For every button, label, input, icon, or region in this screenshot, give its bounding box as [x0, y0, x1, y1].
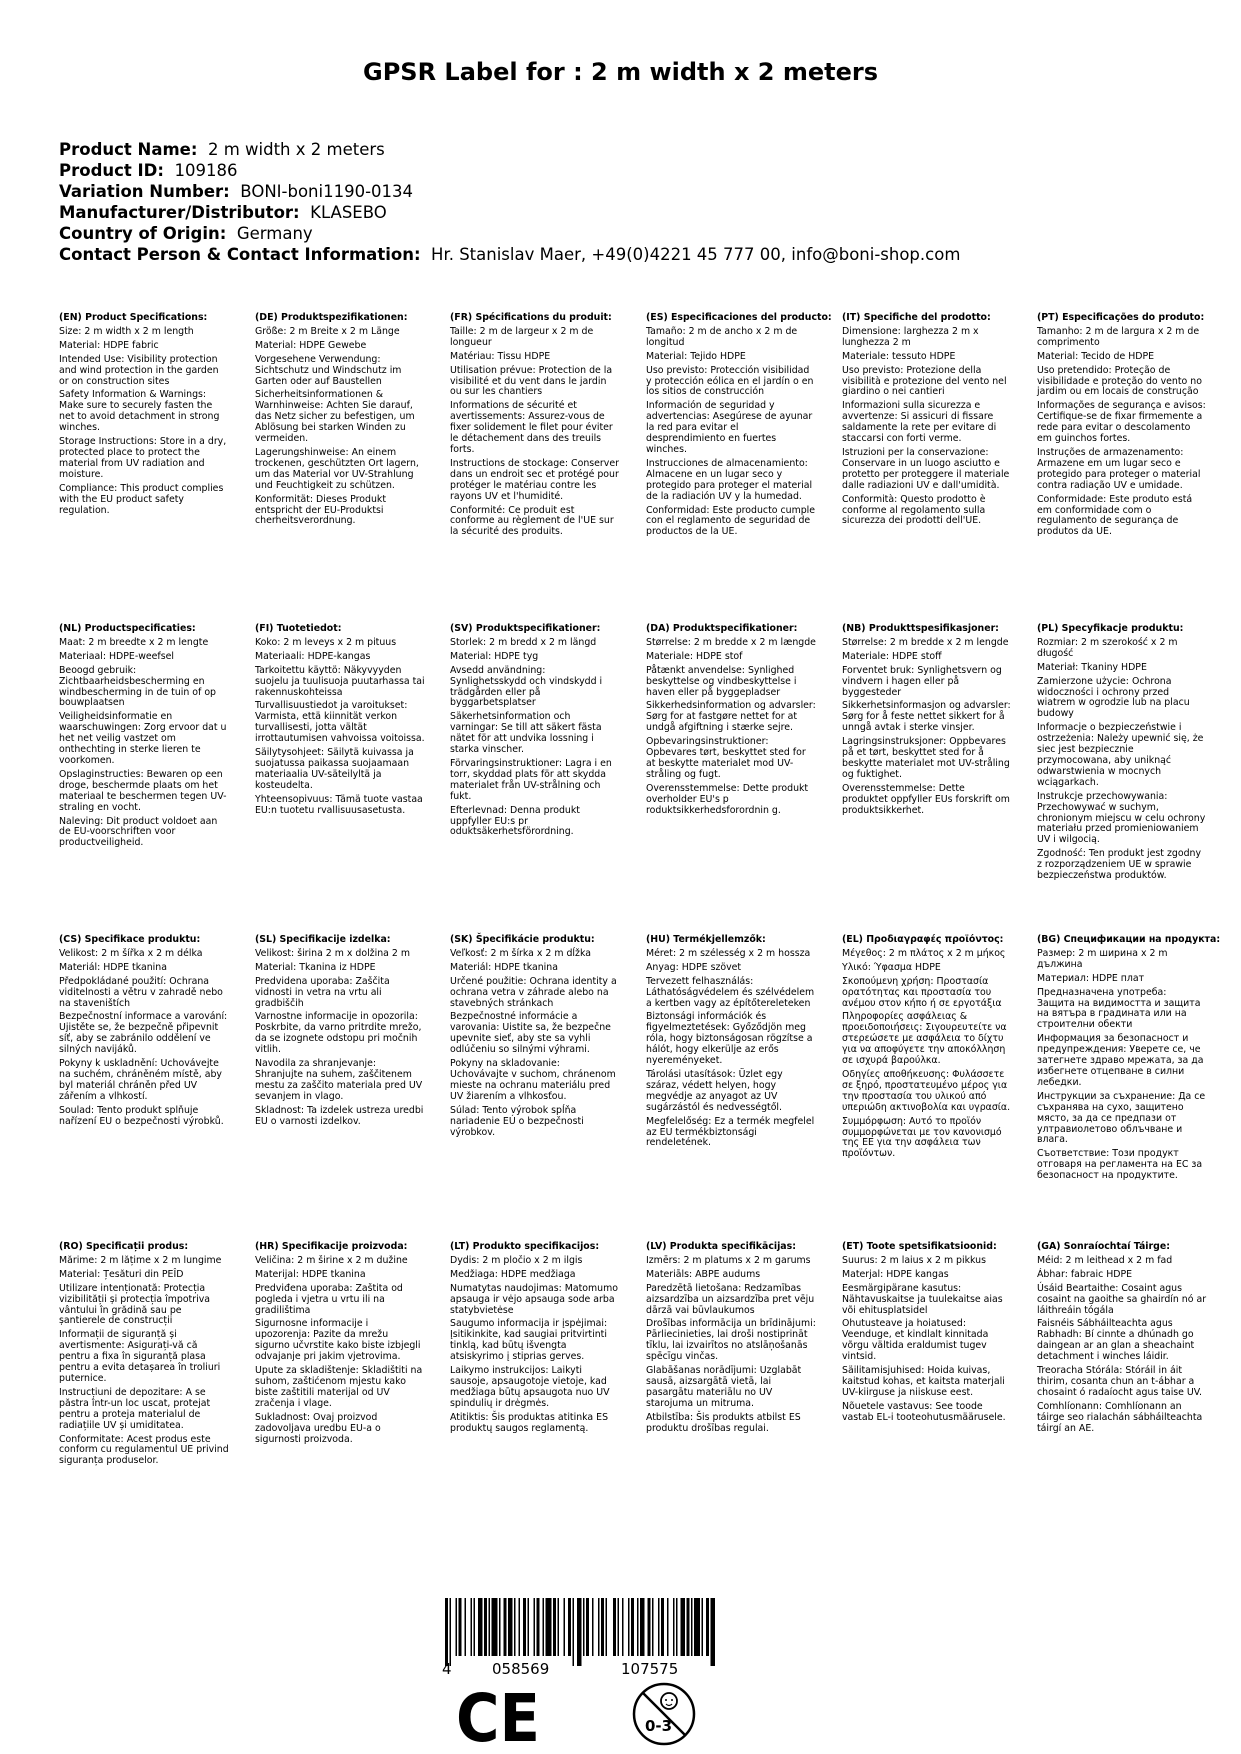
barcode-bar	[606, 1598, 608, 1656]
spec-line: Dimensione: larghezza 2 m x lunghezza 2 m	[842, 325, 979, 348]
product-info	[59, 139, 960, 265]
spec-line: Pokyny k uskladnění: Uchovávejte na suchém, chráněném místě, aby byl materiál chráněn před UV zářením a vlhkostí.	[59, 1058, 222, 1102]
barcode-bar	[577, 1598, 582, 1666]
barcode-bar	[484, 1598, 487, 1656]
spec-line: Material: HDPE Gewebe	[255, 339, 367, 351]
spec-section	[1037, 934, 1221, 1182]
spec-section	[842, 313, 1012, 527]
spec-line: Materiaali: HDPE-kangas	[255, 650, 371, 662]
spec-line: Materiál: HDPE tkanina	[59, 961, 167, 973]
spec-line: Size: 2 m width x 2 m length	[59, 325, 194, 337]
spec-line: Ohutusteave ja hoiatused: Veenduge, et kindlalt kinnitada võrgu vältida eraldumist tugev vintsid.	[842, 1318, 989, 1363]
spec-line: Material: HDPE tyg	[450, 650, 539, 662]
barcode-first-digit: 4	[442, 1660, 452, 1678]
spec-line: Informacje o bezpieczeństwie i ostrzeżenia: Należy upewnić się, że siec jest bezpiecznie przymocowana, aby uniknąć odwarstwienia w mocnych wciągarkach.	[1037, 722, 1204, 788]
spec-line: Instructions de stockage: Conserver dans un endroit sec et protégé pour protéger le matériau contre les rayons UV et l'humidité.	[450, 457, 619, 502]
spec-line: Размер: 2 m ширина x 2 m дължина	[1037, 947, 1168, 970]
spec-line: Varnostne informacije in opozorila: Poskrbite, da varno pritrdite mrežo, da se izognete odstopu pri močnih vitlih.	[255, 1011, 422, 1056]
spec-heading: (FI) Tuotetiedot:	[255, 623, 342, 634]
spec-section	[59, 624, 229, 849]
spec-line: Lagerungshinweise: An einem trockenen, geschützten Ort lagern, um das Material vor UV-Strahlung und Feuchtigkeit zu schützen.	[255, 446, 419, 491]
spec-line: Materiale: HDPE stoff	[842, 650, 942, 662]
spec-line: Sikkerhedsinformation og advarsler: Sørg for at fastgøre nettet for at undgå afgiftning i stærke sejre.	[646, 700, 816, 734]
spec-line: Anyag: HDPE szövet	[646, 961, 742, 973]
spec-line: Veiligheidsinformatie en waarschuwingen: Zorg ervoor dat u het net veilig vastzet om onthechting in sterke lieren te voorkomen.	[59, 711, 227, 766]
spec-line: Velikost: 2 m šířka x 2 m délka	[59, 947, 203, 959]
spec-line: Overensstemmelse: Dette produktet oppfyller EUs forskrift om produktsikkerhet.	[842, 782, 1010, 816]
spec-section	[646, 312, 832, 538]
spec-line: Инструкции за съхранение: Да се съхранява на сухо, защитено място, за да се предпази от ултравиолетово облъчване и влага.	[1037, 1090, 1206, 1146]
info-variation-number: Variation Number: BONI-boni1190-0134	[59, 182, 414, 201]
spec-line: Drošības informācija un brīdinājumi: Pārliecinieties, lai droši nostiprināt tīklu, lai izvairītos no atslāņošanās spēcīgu vinčas.	[646, 1318, 816, 1363]
spec-heading: (LT) Produkto specifikacijos:	[450, 1241, 600, 1252]
spec-line: Comhlíonann: Comhlíonann an táirge seo rialachán sábháilteachta táirgí an AE.	[1037, 1400, 1203, 1434]
spec-line: Ábhar: fabraic HDPE	[1037, 1268, 1133, 1280]
barcode-bar	[523, 1598, 526, 1656]
barcode-bar	[553, 1598, 556, 1656]
spec-section	[450, 935, 620, 1138]
not-for-children-0-3-icon	[631, 1681, 697, 1747]
barcode-bar	[618, 1598, 620, 1656]
spec-line: Materijal: HDPE tkanina	[255, 1268, 366, 1280]
spec-heading: (ET) Toote spetsifikatsioonid:	[842, 1241, 997, 1252]
info-product-id: Product ID: 109186	[59, 161, 238, 180]
spec-line: Avsedd användning: Synlighetsskydd och vindskydd i trädgården eller på byggarbetsplatser	[450, 664, 603, 709]
svg-text:CE: CE	[456, 1686, 540, 1746]
spec-heading: (SL) Specifikacije izdelka:	[255, 934, 391, 945]
spec-line: Größe: 2 m Breite x 2 m Länge	[255, 325, 400, 337]
spec-line: Материал: HDPE плат	[1037, 972, 1145, 984]
spec-line: Naleving: Dit product voldoet aan de EU-voorschriften voor productveiligheid.	[59, 815, 218, 849]
barcode-bar	[564, 1598, 566, 1656]
spec-line: Beoogd gebruik: Zichtbaarheidsbescherming en windbescherming in de tuin of op bouwplaatsen	[59, 664, 217, 709]
spec-line: Méid: 2 m leithead x 2 m fad	[1037, 1254, 1173, 1266]
spec-line: Atbilstība: Šis produkts atbilst ES produktu drošības regulai.	[646, 1411, 801, 1434]
spec-line: Instrucțiuni de depozitare: A se păstra într-un loc uscat, protejat pentru a proteja materialul de radiațiile UV și umiditatea.	[59, 1386, 211, 1431]
spec-line: Sikkerhetsinformasjon og advarsler: Sørg for å feste nettet sikkert for å unngå avtak i sterke vinsjer.	[842, 700, 1011, 734]
barcode-bar	[459, 1598, 462, 1656]
barcode-bar	[450, 1598, 452, 1666]
spec-line: Forventet bruk: Synlighetsvern og vindvern i hagen eller på byggesteder	[842, 664, 1002, 698]
spec-line: Eesmärgipärane kasutus: Nähtavuskaitse ja tuulekaitse aias või ehitusplatsidel	[842, 1282, 1003, 1316]
spec-line: Materiaal: HDPE-weefsel	[59, 650, 174, 662]
spec-line: Súlad: Tento výrobok spĺňa nariadenie EÚ o bezpečnosti výrobkov.	[450, 1104, 584, 1138]
spec-line: Rozmiar: 2 m szerokość x 2 m długość	[1037, 636, 1178, 659]
spec-section	[59, 1242, 229, 1467]
spec-line: Faisnéis Sábháilteachta agus Rabhadh: Bí cinnte a dhúnadh go daingean ar an glan a sheachaint detachment i winches láidir.	[1037, 1318, 1195, 1363]
spec-line: Säkerhetsinformation och varningar: Se till att säkert fästa nätet för att undvika lossning i starka vinscher.	[450, 711, 602, 756]
info-product-name: Product Name: 2 m width x 2 meters	[59, 140, 385, 159]
spec-line: Istruzioni per la conservazione: Conservare in un luogo asciutto e protetto per proteggere il materiale dalle radiazioni UV e dall'umidità.	[842, 446, 1010, 491]
spec-section	[646, 624, 816, 817]
spec-line: Izmērs: 2 m platums x 2 m garums	[646, 1254, 811, 1266]
spec-line: Opbevaringsinstruktioner: Opbevares tørt, beskyttet sted for at beskytte materialet mod UV-stråling og fugt.	[646, 736, 806, 780]
barcode-bar	[637, 1598, 639, 1656]
spec-line: Yhteensopivuus: Tämä tuote vastaa EU:n tuotetu rvallisuusasetusta.	[255, 793, 423, 816]
spec-heading: (GA) Sonraíochtaí Táirge:	[1037, 1241, 1170, 1252]
spec-heading: (LV) Produkta specifikācijas:	[646, 1241, 796, 1252]
spec-section	[59, 313, 229, 516]
spec-line: Treoracha Stórála: Stóráil in áit thirim, cosanta chun an t-ábhar a chosaint ó radaíocht agus taise UV.	[1037, 1365, 1202, 1398]
spec-line: Overensstemmelse: Dette produkt overholder EU's p roduktsikkerhedsforordnin g.	[646, 782, 809, 816]
spec-line: Utilizare intenționată: Protecția vizibilității și protecția împotriva vântului în grădină sau pe șantierele de construcții	[59, 1282, 210, 1327]
spec-line: Tamaño: 2 m de ancho x 2 m de longitud	[646, 325, 798, 348]
spec-line: Úsáid Beartaithe: Cosaint agus cosaint na gaoithe sa ghairdín nó ar láithreáin tógála	[1037, 1282, 1207, 1316]
spec-line: Zgodność: Ten produkt jest zgodny z rozporządzeniem UE w sprawie bezpieczeństwa produktów.	[1037, 848, 1202, 882]
spec-line: Efterlevnad: Denna produkt uppfyller EU:s pr oduktsäkerhetsförordning.	[450, 804, 580, 838]
svg-text:0-3: 0-3	[645, 1717, 673, 1735]
spec-line: Tarkoitettu käyttö: Näkyvyyden suojelu ja tuulisuoja puutarhassa tai rakennuskohteissa	[255, 664, 425, 698]
spec-section	[450, 1242, 620, 1435]
spec-heading: (ES) Especificaciones del producto:	[646, 312, 832, 323]
barcode-bar	[456, 1598, 458, 1656]
spec-line: Информация за безопасност и предупреждения: Уверете се, че затегнете здраво мрежата, за да избегнете отцепване в силни лебедки.	[1037, 1033, 1204, 1088]
spec-line: Vorgesehene Verwendung: Sichtschutz und Windschutz im Garten oder auf Baustellen	[255, 353, 402, 387]
spec-heading: (SK) Špecifikácie produktu:	[450, 934, 595, 945]
barcode-bar	[465, 1598, 467, 1656]
spec-heading: (CS) Specifikace produktu:	[59, 934, 201, 945]
spec-line: Materiál: HDPE tkanina	[450, 961, 558, 973]
spec-line: Tárolási utasítások: Üzlet egy száraz, védett helyen, hogy megvédje az anyagot az UV sugárzástól és nedvességtől.	[646, 1068, 783, 1113]
barcode-bar	[706, 1598, 709, 1656]
spec-line: Safety Information & Warnings: Make sure to securely fasten the net to avoid detachment in strong winches.	[59, 389, 220, 434]
spec-line: Material: Tecido de HDPE	[1037, 350, 1155, 362]
label-title: GPSR Label for : 2 m width x 2 meters	[363, 58, 878, 86]
spec-line: Materiale: HDPE stof	[646, 650, 743, 662]
spec-section	[1037, 313, 1207, 538]
spec-line: Numatytas naudojimas: Matomumo apsauga ir vėjo apsauga sode arba statybvietėse	[450, 1282, 618, 1316]
spec-line: Soulad: Tento produkt splňuje nařízení EU o bezpečnosti výrobků.	[59, 1104, 224, 1127]
spec-section	[255, 1242, 425, 1445]
barcode-bar	[667, 1598, 669, 1656]
barcode-bar	[640, 1598, 645, 1656]
spec-section	[59, 935, 229, 1128]
spec-line: Veľkosť: 2 m šírka x 2 m dĺžka	[450, 947, 591, 959]
spec-line: Glabāšanas norādījumi: Uzglabāt sausā, aizsargātā vietā, lai pasargātu materiālu no UV starojuma un mitruma.	[646, 1365, 802, 1409]
spec-section	[1037, 624, 1207, 882]
spec-line: Storlek: 2 m bredd x 2 m längd	[450, 636, 597, 648]
spec-line: Informații de siguranță și avertismente: Asigurați-vă că pentru a fixa în siguranță plasa pentru a evita detașarea în troliuri puternice.	[59, 1329, 221, 1384]
spec-line: Megfelelőség: Ez a termék megfelel az EU termékbiztonsági rendeletének.	[646, 1115, 815, 1149]
spec-line: Veličina: 2 m širine x 2 m dužine	[255, 1254, 408, 1266]
spec-line: Предназначена употреба: Защита на видимостта и защита на вятъра в градината или на строителни обекти	[1037, 986, 1201, 1031]
spec-line: Velikost: širina 2 m x dolžina 2 m	[255, 947, 410, 959]
spec-line: Material: Tkanina iz HDPE	[255, 961, 376, 973]
spec-heading: (NB) Produkttspesifikasjoner:	[842, 623, 999, 634]
spec-line: Μέγεθος: 2 m πλάτος x 2 m μήκος	[842, 947, 1006, 959]
spec-line: Πληροφορίες ασφάλειας & προειδοποιήσεις: Σιγουρευτείτε να στερεώσετε με ασφάλεια το δίχτυ για να αποφύγετε την αποκόλληση σε ισχυρά βαρούλκα.	[842, 1011, 1007, 1067]
spec-heading: (PT) Especificações do produto:	[1037, 312, 1205, 323]
spec-line: Lagringsinstruksjoner: Oppbevares på et tørt, beskyttet sted for å beskytte materialet mot UV-stråling og fuktighet.	[842, 736, 1010, 780]
spec-heading: (HR) Specifikacije proizvoda:	[255, 1241, 408, 1252]
spec-line: Bezpečnostní informace a varování: Ujistěte se, že bezpečně připevnit síť, aby se zabránilo oddělení ve silných navijáků.	[59, 1011, 228, 1056]
spec-line: Material: Tejido HDPE	[646, 350, 746, 362]
spec-line: Storage Instructions: Store in a dry, protected place to protect the material from UV radiation and moisture.	[59, 436, 227, 480]
spec-line: Υλικό: Ύφασμα HDPE	[842, 961, 941, 973]
spec-line: Sukladnost: Ovaj proizvod zadovoljava uredbu EU-a o sigurnosti proizvoda.	[255, 1411, 381, 1445]
spec-line: Tamanho: 2 m de largura x 2 m de comprimento	[1037, 325, 1200, 348]
spec-section	[842, 935, 1012, 1160]
spec-line: Intended Use: Visibility protection and wind protection in the garden or on construction sites	[59, 353, 219, 387]
spec-section	[255, 935, 425, 1128]
spec-heading: (IT) Specifiche del prodotto:	[842, 312, 991, 323]
spec-section	[842, 624, 1012, 817]
spec-section	[842, 1242, 1012, 1424]
barcode-bar	[583, 1598, 585, 1656]
spec-line: Informazioni sulla sicurezza e avvertenze: Si assicuri di fissare saldamente la rete per evitare di staccarsi con forti verme.	[842, 400, 997, 445]
barcode-right-digits: 107575	[621, 1660, 679, 1678]
spec-heading: (EN) Product Specifications:	[59, 312, 208, 323]
spec-line: Uso pretendido: Proteção de visibilidade e proteção do vento no jardim ou em locais de construção	[1037, 364, 1202, 398]
spec-line: Información de seguridad y advertencias: Asegúrese de ayunar la red para evitar el desprendimiento en fuertes winches.	[646, 400, 813, 455]
spec-line: Saugumo informacija ir įspėjimai: Įsitikinkite, kad saugiai pritvirtinti tinklą, kad būtų išvengta atsiskyrimo į stiprias gerves.	[450, 1318, 608, 1363]
spec-line: Informations de sécurité et avertissements: Assurez-vous de fixer solidement le filet pour éviter le détachement dans des treuils forts.	[450, 400, 613, 455]
spec-line: Material: Țesături din PEÎD	[59, 1268, 184, 1280]
barcode-left-digits: 058569	[492, 1660, 550, 1678]
spec-line: Compliance: This product complies with the EU product safety regulation.	[59, 482, 224, 516]
spec-line: Materiale: tessuto HDPE	[842, 350, 956, 362]
spec-line: Predvidena uporaba: Zaščita vidnosti in vetra na vrtu ali gradbiščih	[255, 975, 390, 1009]
barcode-bar	[537, 1598, 540, 1656]
spec-line: Påtænkt anvendelse: Synlighed beskyttelse og vindbeskyttelse i haven eller på byggepladser	[646, 664, 797, 698]
barcode-bar	[694, 1598, 700, 1656]
spec-line: Skladnost: Ta izdelek ustreza uredbi EU o varnosti izdelkov.	[255, 1104, 424, 1127]
spec-heading: (NL) Productspecificaties:	[59, 623, 196, 634]
spec-line: Biztonsági információk és figyelmeztetések: Győződjön meg róla, hogy biztonságosan rögzítse a hálót, hogy elkerülje az erős nyereményeket.	[646, 1011, 813, 1067]
barcode-bar	[687, 1598, 690, 1656]
barcode-bar	[478, 1598, 483, 1656]
spec-line: Nõuetele vastavus: See toode vastab EL-i tooteohutusmäärusele.	[842, 1400, 1006, 1423]
barcode-bar	[445, 1598, 448, 1666]
info-manufacturer: Manufacturer/Distributor: KLASEBO	[59, 203, 387, 222]
barcode-bar	[508, 1598, 513, 1656]
spec-line: Maat: 2 m breedte x 2 m lengte	[59, 636, 209, 648]
spec-line: Zamierzone użycie: Ochrona widoczności i ochrony przed wiatrem w ogrodzie lub na placu budowy	[1037, 675, 1190, 720]
spec-heading: (RO) Specificații produs:	[59, 1241, 189, 1252]
spec-line: Medžiaga: HDPE medžiaga	[450, 1268, 576, 1280]
spec-section	[646, 1242, 816, 1435]
spec-line: Koko: 2 m leveys x 2 m pituus	[255, 636, 397, 648]
info-contact: Contact Person & Contact Information: Hr. Stanislav Maer, +49(0)4221 45 777 00, info@boni-shop.com	[59, 245, 961, 264]
spec-line: Instruções de armazenamento: Armazene em um lugar seco e protegido para proteger o material contra radiação UV e umidade.	[1037, 446, 1201, 491]
spec-heading: (DA) Produktspecifikationer:	[646, 623, 798, 634]
spec-line: Σκοπούμενη χρήση: Προστασία ορατότητας και προστασία του ανέμου στον κήπο ή σε εργοτάξια	[842, 975, 1002, 1009]
spec-line: Instrukcje przechowywania: Przechowywać w suchym, chronionym miejscu w celu ochrony materiału przed promieniowaniem UV i wilgocią.	[1037, 790, 1206, 846]
spec-section	[255, 313, 425, 527]
spec-line: Conformidad: Este producto cumple con el reglamento de seguridad de productos de la UE.	[646, 504, 816, 538]
spec-line: Uso previsto: Protezione della visibilità e protezione del vento nel giardino o nei cantieri	[842, 364, 1007, 398]
spec-line: Materiał: Tkaniny HDPE	[1037, 661, 1147, 673]
spec-line: Størrelse: 2 m bredde x 2 m lengde	[842, 636, 1009, 648]
barcode-bar	[652, 1598, 654, 1656]
spec-heading: (FR) Spécifications du produit:	[450, 312, 612, 323]
barcode-bar	[613, 1598, 616, 1656]
spec-section	[1037, 1242, 1207, 1435]
spec-line: Predviđena uporaba: Zaštita od pogleda i vjetra u vrtu ili na gradilištima	[255, 1282, 403, 1316]
barcode-bar	[489, 1598, 491, 1656]
spec-line: Tervezett felhasználás: Láthatóságvédelem és szélvédelem a kertben vagy az építőtereleteken	[646, 975, 815, 1009]
barcode-bar	[492, 1598, 498, 1656]
barcode-bar	[534, 1598, 536, 1656]
spec-heading: (DE) Produktspezifikationen:	[255, 312, 408, 323]
spec-line: Conformité: Ce produit est conforme au règlement de l'UE sur la sécurité des produits.	[450, 504, 614, 538]
spec-line: Sigurnosne informacije i upozorenja: Pazite da mrežu sigurno učvrstite kako biste izbjegli odvajanje pri jakim vjetrovima.	[255, 1318, 421, 1363]
barcode-bar	[661, 1598, 664, 1656]
barcode-bar	[519, 1598, 521, 1656]
spec-line: Utilisation prévue: Protection de la visibilité et du vent dans le jardin ou sur les chantiers	[450, 364, 613, 398]
spec-line: Størrelse: 2 m bredde x 2 m længde	[646, 636, 816, 648]
spec-line: Съответствие: Този продукт отговаря на регламента на ЕС за безопасност на продуктите.	[1037, 1148, 1203, 1182]
barcode-bar	[702, 1598, 704, 1656]
barcode-bar	[504, 1598, 507, 1656]
barcode-bar	[648, 1598, 651, 1656]
spec-line: Uso previsto: Protección visibilidad y protección eólica en el jardín o en los sitios de construcción	[646, 364, 814, 398]
spec-line: Méret: 2 m szélesség x 2 m hossza	[646, 947, 811, 959]
barcode-bar	[592, 1598, 594, 1656]
barcode-bar	[471, 1598, 473, 1656]
barcode-bar	[598, 1598, 600, 1656]
spec-line: Förvaringsinstruktioner: Lagra i en torr, skyddad plats för att skydda materialet från UV-strålning och fukt.	[450, 757, 612, 802]
barcode-bar	[622, 1598, 624, 1656]
spec-line: Material: HDPE fabric	[59, 339, 159, 351]
spec-line: Bezpečnostné informácie a varovania: Uistite sa, že bezpečne upevnite sieť, aby ste sa vyhli odlúčeniu so silnými výhrami.	[450, 1011, 611, 1056]
spec-line: Suurus: 2 m laius x 2 m pikkus	[842, 1254, 987, 1266]
barcode-bar	[586, 1598, 589, 1656]
barcode-bar	[474, 1598, 476, 1656]
spec-line: Informações de segurança e avisos: Certifique-se de fixar firmemente a rede para evitar o descolamento em guinchos fortes.	[1037, 400, 1206, 445]
barcode-bar	[691, 1598, 693, 1656]
barcode-bar	[543, 1598, 545, 1656]
spec-heading: (BG) Спецификации на продукта:	[1037, 934, 1221, 945]
spec-line: Laikymo instrukcijos: Laikyti sausoje, apsaugotoje vietoje, kad medžiaga būtų apsaugota nuo UV spindulių ir drėgmės.	[450, 1365, 610, 1409]
spec-line: Conformità: Questo prodotto è conforme al regolamento sulla sicurezza dei prodotti dell'UE.	[842, 493, 986, 527]
spec-line: Určené použitie: Ochrana identity a ochrana vetra v záhrade alebo na stavebných stránkach	[450, 975, 617, 1009]
spec-line: Pokyny na skladovanie: Uchovávajte v suchom, chránenom mieste na ochranu materiálu pred UV žiarením a vlhkosťou.	[450, 1058, 616, 1102]
spec-line: Säilytysohjeet: Säilytä kuivassa ja suojatussa paikassa suojaamaan materiaalia UV-säteilyltä ja kosteudelta.	[255, 747, 414, 791]
barcode-bar	[681, 1598, 686, 1656]
spec-line: Opslaginstructies: Bewaren op een droge, beschermde plaats om het materiaal te beschermen tegen UV-straling en vocht.	[59, 768, 227, 813]
spec-line: Sicherheitsinformationen & Warnhinweise: Achten Sie darauf, das Netz sicher zu befestigen, um Ablösung bei starken Winden zu vermeiden.	[255, 389, 415, 445]
spec-line: Conformitate: Acest produs este conform cu regulamentul UE privind siguranța produselor.	[59, 1433, 229, 1467]
spec-line: Οδηγίες αποθήκευσης: Φυλάσσετε σε ξηρό, προστατευμένο μέρος για την προστασία του υλικού από υπεριώδη ακτινοβολία και υγρασία.	[842, 1068, 1011, 1113]
barcode-bar	[499, 1598, 501, 1656]
spec-line: Materjal: HDPE kangas	[842, 1268, 949, 1280]
barcode-bar	[546, 1598, 552, 1656]
spec-heading: (SV) Produktspecifikationer:	[450, 623, 601, 634]
spec-section	[450, 624, 620, 838]
spec-heading: (HU) Termékjellemzők:	[646, 934, 766, 945]
spec-heading: (EL) Προδιαγραφές προϊόντος:	[842, 934, 1004, 945]
spec-line: Conformidade: Este produto está em conformidade com o regulamento de segurança de produtos da UE.	[1037, 493, 1193, 538]
spec-line: Taille: 2 m de largeur x 2 m de longueur	[450, 325, 594, 348]
barcode-bar	[658, 1598, 660, 1656]
ce-mark-icon	[456, 1686, 542, 1746]
spec-section	[255, 624, 425, 817]
barcode	[437, 1598, 721, 1668]
spec-heading: (PL) Specyfikacje produktu:	[1037, 623, 1184, 634]
spec-line: Turvallisuustiedot ja varoitukset: Varmista, että kiinnität verkon turvallisesti, jotta vältät irrottautumisen vahvoissa voitoissa.	[255, 700, 425, 745]
spec-section	[450, 313, 620, 538]
barcode-bar	[568, 1598, 571, 1656]
barcode-bar	[514, 1598, 516, 1656]
barcode-bar	[601, 1598, 604, 1656]
barcode-bar	[631, 1598, 634, 1656]
spec-line: Instrucciones de almacenamiento: Almacene en un lugar seco y protegido para proteger el material de la radiación UV y la humedad.	[646, 457, 813, 502]
spec-line: Matériau: Tissu HDPE	[450, 350, 551, 362]
spec-line: Mărime: 2 m lățime x 2 m lungime	[59, 1254, 222, 1266]
barcode-bar	[673, 1598, 675, 1656]
spec-line: Συμμόρφωση: Αυτό το προϊόν συμμορφώνεται με τον κανονισμό της ΕΕ για την ασφάλεια των προϊόντων.	[842, 1115, 1002, 1160]
spec-line: Dydis: 2 m pločio x 2 m ilgis	[450, 1254, 583, 1266]
info-country-of-origin: Country of Origin: Germany	[59, 224, 313, 243]
barcode-bar	[558, 1598, 560, 1656]
barcode-bar	[528, 1598, 530, 1656]
spec-section	[646, 935, 816, 1149]
barcode-bar	[676, 1598, 678, 1656]
spec-line: Konformität: Dieses Produkt entspricht der EU-Produktsi cherheitsverordnung.	[255, 493, 387, 527]
barcode-bar	[573, 1598, 575, 1666]
barcode-bar	[628, 1598, 630, 1656]
spec-line: Säilitamisjuhised: Hoida kuivas, kaitstud kohas, et kaitsta materjali UV-kiirguse ja niiskuse eest.	[842, 1365, 1005, 1398]
spec-line: Upute za skladištenje: Skladištiti na suhom, zaštićenom mjestu kako biste zaštitili materijal od UV zračenja i vlage.	[255, 1365, 423, 1409]
spec-line: Paredzētā lietošana: Redzamības aizsardzība un aizsardzība pret vēju dārzā vai būvlaukumos	[646, 1282, 815, 1316]
spec-line: Navodila za shranjevanje: Shranjujte na suhem, zaščitenem mestu za zaščito materiala pred UV sevanjem in vlago.	[255, 1058, 423, 1102]
spec-line: Předpokládané použití: Ochrana viditelnosti a větru v zahradě nebo na staveništích	[59, 975, 223, 1009]
barcode-bar	[711, 1598, 716, 1666]
spec-line: Atitiktis: Šis produktas atitinka ES produktų saugos reglamentą.	[450, 1411, 609, 1434]
spec-line: Materiāls: ABPE audums	[646, 1268, 761, 1280]
